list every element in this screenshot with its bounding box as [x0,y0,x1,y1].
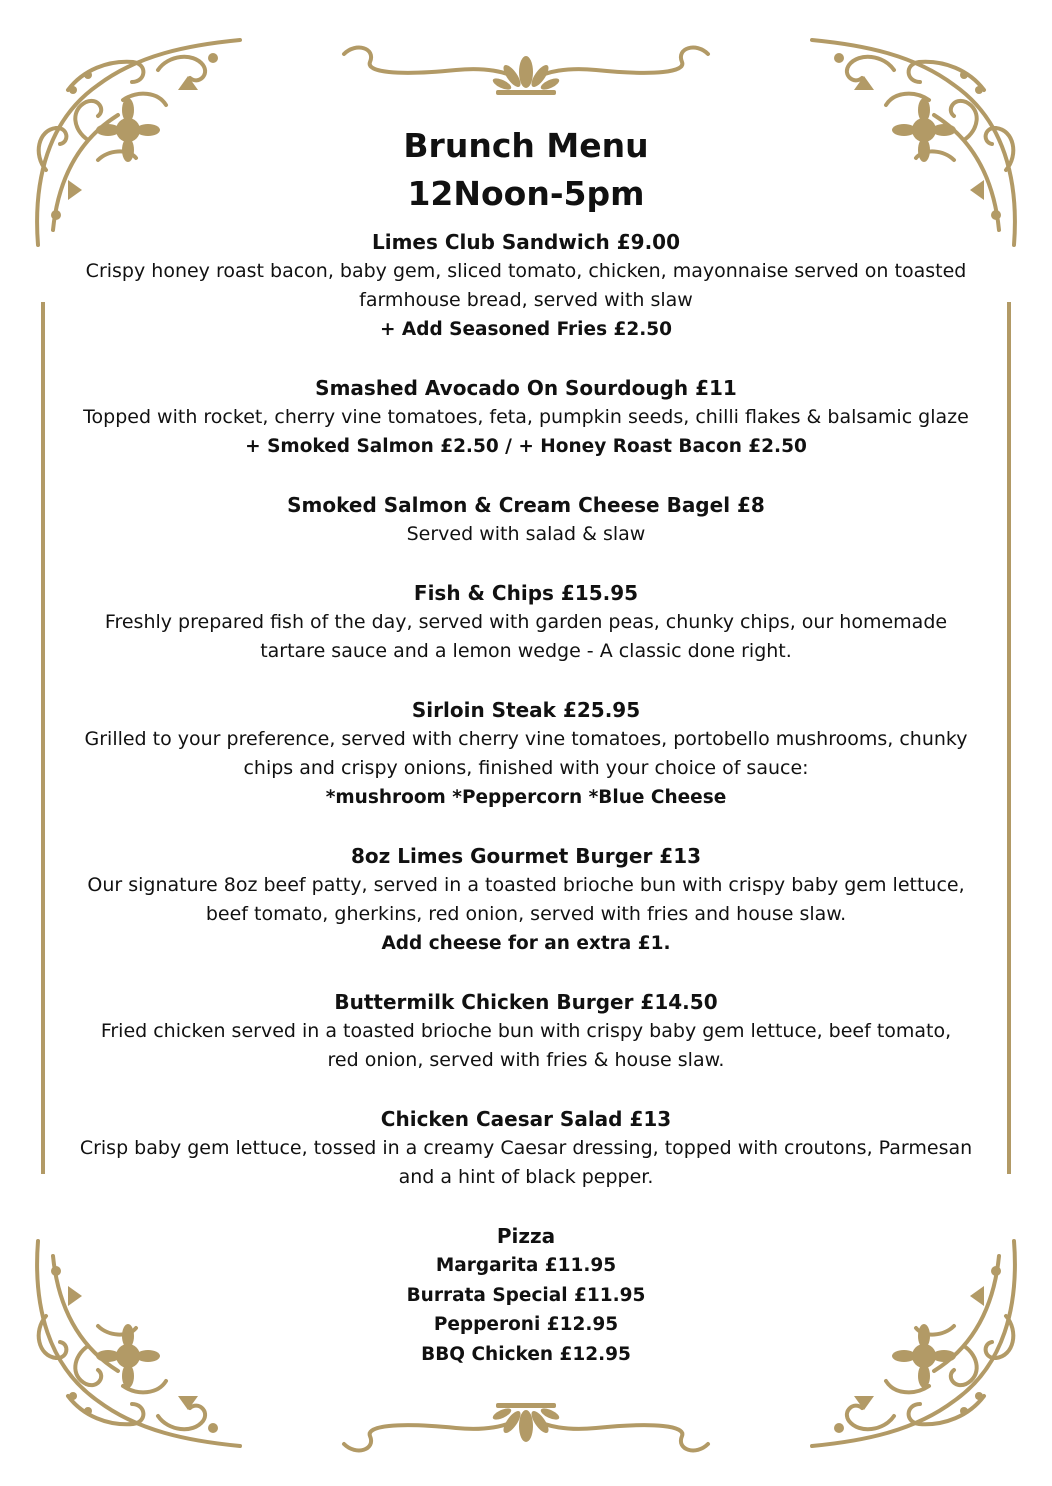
item-description: farmhouse bread, served with slaw [359,289,693,311]
pizza-option: Pepperoni £12.95 [433,1314,619,1335]
menu-title [40,122,1012,218]
menu-item [40,228,1012,344]
bottom-flourish-ornament [336,1398,716,1458]
menu-item [40,842,1012,958]
item-description: chips and crispy onions, finished with your choice of sauce: [243,757,809,779]
menu-hours: 12Noon-5pm [407,174,645,213]
menu-item [40,579,1012,666]
item-name: Sirloin Steak £25.95 [411,698,641,722]
pizza-section [40,1222,1012,1369]
item-name: 8oz Limes Gourmet Burger £13 [350,844,702,868]
item-name: Limes Club Sandwich £9.00 [371,230,681,254]
pizza-option: Burrata Special £11.95 [406,1284,646,1306]
menu-item [40,1105,1012,1192]
item-name: Buttermilk Chicken Burger £14.50 [334,990,718,1014]
top-flourish-ornament [336,40,716,100]
item-description: Topped with rocket, cherry vine tomatoes, feta, pumpkin seeds, chilli flakes & balsamic glaze [83,406,969,428]
item-name: Smashed Avocado On Sourdough £11 [315,376,737,400]
item-sauce-options: *mushroom *Peppercorn *Blue Cheese [325,787,727,808]
menu-item [40,491,1012,549]
pizza-option: Margarita £11.95 [435,1255,617,1276]
item-description: Freshly prepared fish of the day, served with garden peas, chunky chips, our homemade [104,611,948,633]
menu-item [40,696,1012,812]
menu-content [40,122,1012,1399]
item-description: Crispy honey roast bacon, baby gem, sliced tomato, chicken, mayonnaise served on toasted [85,260,967,282]
item-name: Chicken Caesar Salad £13 [380,1107,672,1131]
item-addon: + Smoked Salmon £2.50 / + Honey Roast Bacon £2.50 [245,436,807,457]
item-name: Smoked Salmon & Cream Cheese Bagel £8 [287,493,765,517]
item-description: beef tomato, gherkins, red onion, served with fries and house slaw. [205,903,847,925]
item-description: Crisp baby gem lettuce, tossed in a creamy Caesar dressing, topped with croutons, Parmesan [79,1137,973,1159]
menu-items [40,228,1012,1369]
menu-item [40,374,1012,461]
item-description: tartare sauce and a lemon wedge - A classic done right. [260,640,792,662]
item-addon: + Add Seasoned Fries £2.50 [379,319,673,340]
item-addon: Add cheese for an extra £1. [381,933,671,954]
menu-item [40,988,1012,1075]
item-name: Fish & Chips £15.95 [413,581,639,605]
item-description: Served with salad & slaw [406,523,646,545]
pizza-heading: Pizza [496,1224,556,1248]
item-description: Fried chicken served in a toasted brioche bun with crispy baby gem lettuce, beef tomato, [100,1020,952,1042]
item-description: Grilled to your preference, served with cherry vine tomatoes, portobello mushrooms, chunky [84,728,968,750]
item-description: Our signature 8oz beef patty, served in a toasted brioche bun with crispy baby gem lettuce, [87,874,965,896]
pizza-option: BBQ Chicken £12.95 [421,1343,631,1365]
item-description: red onion, served with fries & house slaw. [327,1049,725,1071]
menu-title-line1: Brunch Menu [403,126,649,165]
item-description: and a hint of black pepper. [398,1166,654,1188]
